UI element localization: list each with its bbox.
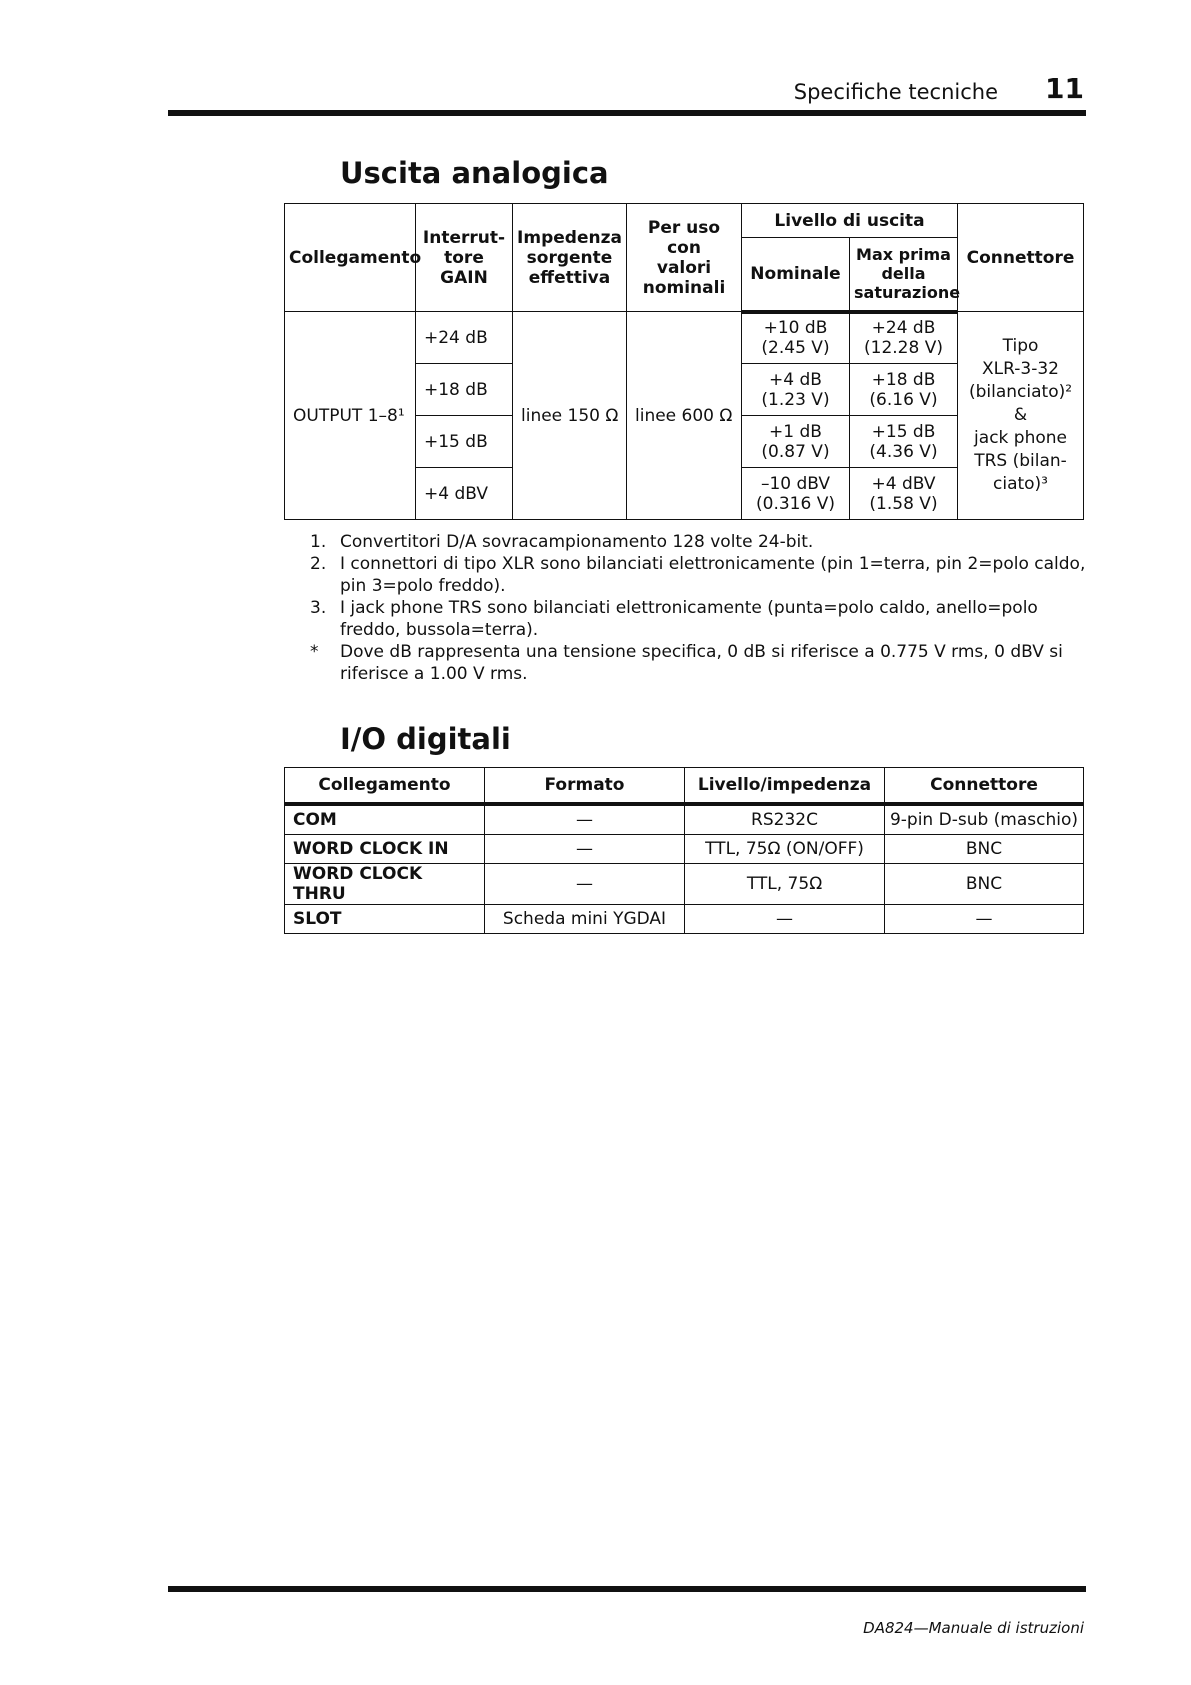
cell-nominal: +10 dB (2.45 V) (742, 312, 850, 364)
cell-collegamento: SLOT (285, 905, 485, 934)
th-impedenza: Impedenza sorgente effettiva (513, 204, 627, 312)
cell-max: +24 dB (12.28 V) (850, 312, 958, 364)
section-title-digital: I/O digitali (340, 722, 511, 756)
th-collegamento: Collegamento (285, 204, 416, 312)
footnotes (310, 531, 1090, 685)
cell-connettore: BNC (885, 864, 1084, 905)
cell-nominal: +4 dB (1.23 V) (742, 364, 850, 416)
footer-rule (168, 1586, 1086, 1592)
th-max: Max prima della saturazione (850, 238, 958, 312)
footnote-item (310, 641, 1090, 685)
cell-collegamento: WORD CLOCK IN (285, 835, 485, 864)
cell-max: +18 dB (6.16 V) (850, 364, 958, 416)
footnote-text: I jack phone TRS sono bilanciati elettronicamente (punta=polo caldo, anello=polo freddo, bussola=terra). (340, 598, 1038, 640)
table-row (285, 312, 1084, 364)
cell-gain: +4 dBV (416, 468, 513, 520)
cell-livello: RS232C (685, 804, 885, 835)
cell-connection: OUTPUT 1–8¹ (285, 312, 416, 520)
digital-io-table (284, 767, 1084, 934)
footnote-mark: * (310, 642, 319, 662)
cell-livello: — (685, 905, 885, 934)
cell-formato: — (485, 864, 685, 905)
footnote-item (310, 553, 1090, 597)
cell-connettore: — (885, 905, 1084, 934)
cell-impedance: linee 150 Ω (513, 312, 627, 520)
table-row (285, 905, 1084, 934)
footnote-item (310, 531, 1090, 553)
footnote-text: Dove dB rappresenta una tensione specifica, 0 dB si riferisce a 0.775 V rms, 0 dBV si riferisce a 1.00 V rms. (340, 642, 1063, 684)
th-connettore: Connettore (885, 768, 1084, 805)
cell-connettore: BNC (885, 835, 1084, 864)
cell-livello: TTL, 75Ω (ON/OFF) (685, 835, 885, 864)
header-rule (168, 110, 1086, 116)
cell-formato: — (485, 835, 685, 864)
table-row (285, 804, 1084, 835)
th-gain: Interrut- tore GAIN (416, 204, 513, 312)
cell-nominal: –10 dBV (0.316 V) (742, 468, 850, 520)
th-formato: Formato (485, 768, 685, 805)
th-livello: Livello di uscita (742, 204, 958, 238)
footnote-mark: 2. (310, 554, 327, 574)
cell-gain: +15 dB (416, 416, 513, 468)
footnote-mark: 1. (310, 532, 327, 552)
analog-output-table (284, 203, 1084, 520)
cell-formato: Scheda mini YGDAI (485, 905, 685, 934)
footnote-text: Convertitori D/A sovracampionamento 128 volte 24-bit. (340, 532, 814, 552)
th-connettore: Connettore (958, 204, 1084, 312)
cell-use: linee 600 Ω (627, 312, 742, 520)
page-number: 11 (1045, 72, 1084, 105)
cell-connector: Tipo XLR-3-32 (bilanciato)² & jack phone TRS (bilan- ciato)³ (958, 312, 1084, 520)
cell-collegamento: WORD CLOCK THRU (285, 864, 485, 905)
th-livello-impedenza: Livello/impedenza (685, 768, 885, 805)
cell-collegamento: COM (285, 804, 485, 835)
section-title-analog: Uscita analogica (340, 156, 609, 190)
cell-formato: — (485, 804, 685, 835)
cell-max: +4 dBV (1.58 V) (850, 468, 958, 520)
page-header (168, 68, 1086, 112)
header-section-title: Specifiche tecniche (793, 80, 998, 104)
cell-gain: +18 dB (416, 364, 513, 416)
table-row (285, 864, 1084, 905)
footnote-text: I connettori di tipo XLR sono bilanciati elettronicamente (pin 1=terra, pin 2=polo caldo, pin 3=polo freddo). (340, 554, 1086, 596)
footer-manual-title: DA824—Manuale di istruzioni (863, 1619, 1084, 1637)
th-collegamento: Collegamento (285, 768, 485, 805)
cell-gain: +24 dB (416, 312, 513, 364)
cell-connettore: 9-pin D-sub (maschio) (885, 804, 1084, 835)
table-row (285, 835, 1084, 864)
th-nominale: Nominale (742, 238, 850, 312)
cell-max: +15 dB (4.36 V) (850, 416, 958, 468)
footnote-mark: 3. (310, 598, 327, 618)
cell-livello: TTL, 75Ω (685, 864, 885, 905)
cell-nominal: +1 dB (0.87 V) (742, 416, 850, 468)
th-uso: Per uso con valori nominali (627, 204, 742, 312)
footnote-item (310, 597, 1090, 641)
